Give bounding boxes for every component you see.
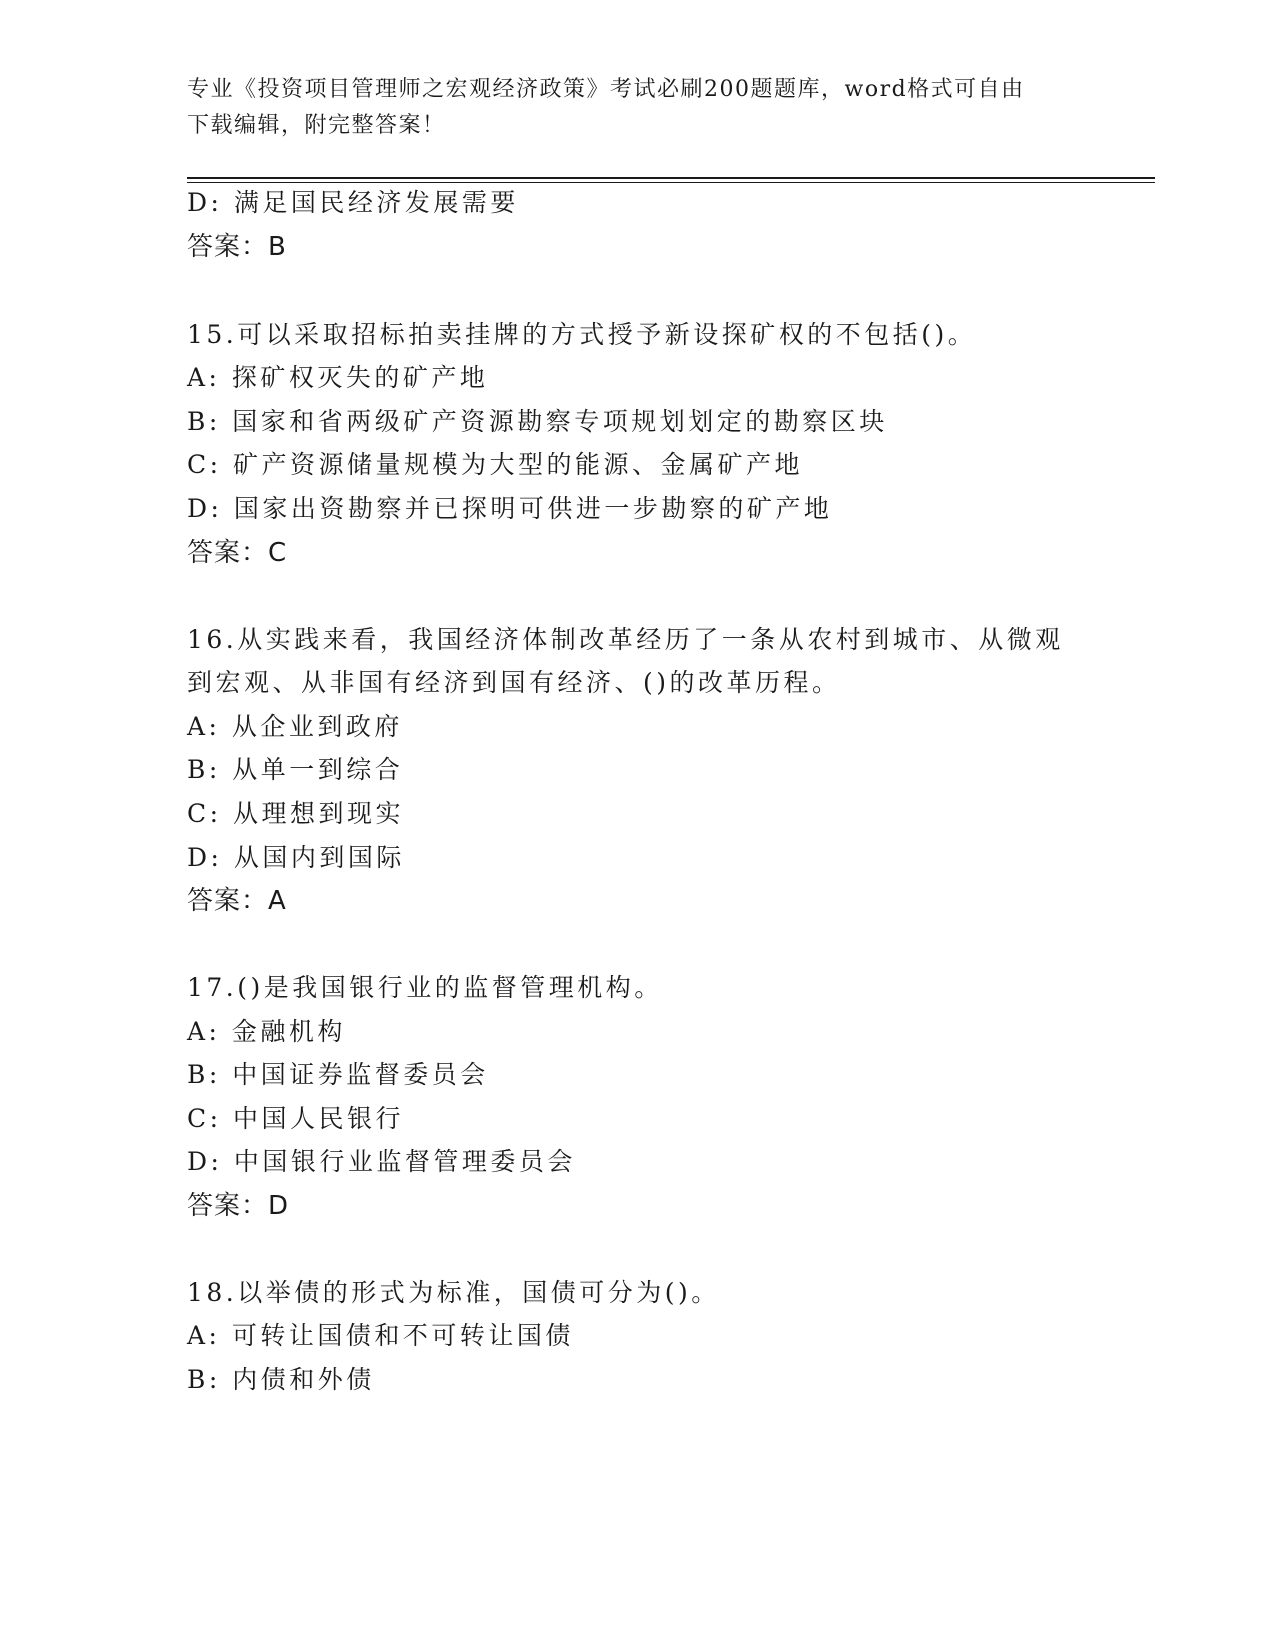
q16-option-d: D: 从国内到国际	[187, 843, 405, 872]
q15-option-d: D: 国家出资勘察并已探明可供进一步勘察的矿产地	[187, 494, 833, 523]
q15-option-b: B: 国家和省两级矿产资源勘察专项规划划定的勘察区块	[187, 407, 888, 436]
q17-answer: 答案：D	[187, 1191, 290, 1221]
q17-option-d: D: 中国银行业监督管理委员会	[187, 1147, 576, 1176]
header-line-1: 专业《投资项目管理师之宏观经济政策》考试必刷200题题库，word格式可自由	[187, 77, 1025, 102]
q15-stem: 15.可以采取招标拍卖挂牌的方式授予新设探矿权的不包括()。	[187, 320, 977, 349]
q16-option-c: C: 从理想到现实	[187, 799, 404, 828]
header-line-2: 下载编辑，附完整答案！	[187, 113, 446, 138]
q15-option-a: A: 探矿权灭失的矿产地	[187, 363, 489, 392]
q17-option-a: A: 金融机构	[187, 1017, 346, 1046]
q17-stem: 17.()是我国银行业的监督管理机构。	[187, 973, 663, 1002]
header-rule-thin	[187, 182, 1155, 183]
q17-option-c: C: 中国人民银行	[187, 1104, 404, 1133]
q16-option-a: A: 从企业到政府	[187, 712, 403, 741]
prev-answer: 答案：B	[187, 232, 287, 262]
q15-option-c: C: 矿产资源储量规模为大型的能源、金属矿产地	[187, 450, 803, 479]
q16-stem-line-1: 16.从实践来看，我国经济体制改革经历了一条从农村到城市、从微观	[187, 625, 1064, 654]
q18-option-b: B: 内债和外债	[187, 1365, 375, 1394]
document-header	[187, 72, 1067, 144]
q17-option-b: B: 中国证券监督委员会	[187, 1060, 489, 1089]
q15-answer: 答案：C	[187, 538, 288, 568]
q18-stem: 18.以举债的形式为标准，国债可分为()。	[187, 1278, 720, 1307]
q16-answer: 答案：A	[187, 886, 287, 916]
q16-stem-line-2: 到宏观、从非国有经济到国有经济、()的改革历程。	[187, 668, 841, 697]
q18-option-a: A: 可转让国债和不可转让国债	[187, 1321, 574, 1350]
header-rule-thick	[187, 177, 1155, 179]
q16-option-b: B: 从单一到综合	[187, 755, 404, 784]
prev-option-d: D: 满足国民经济发展需要	[187, 188, 519, 217]
